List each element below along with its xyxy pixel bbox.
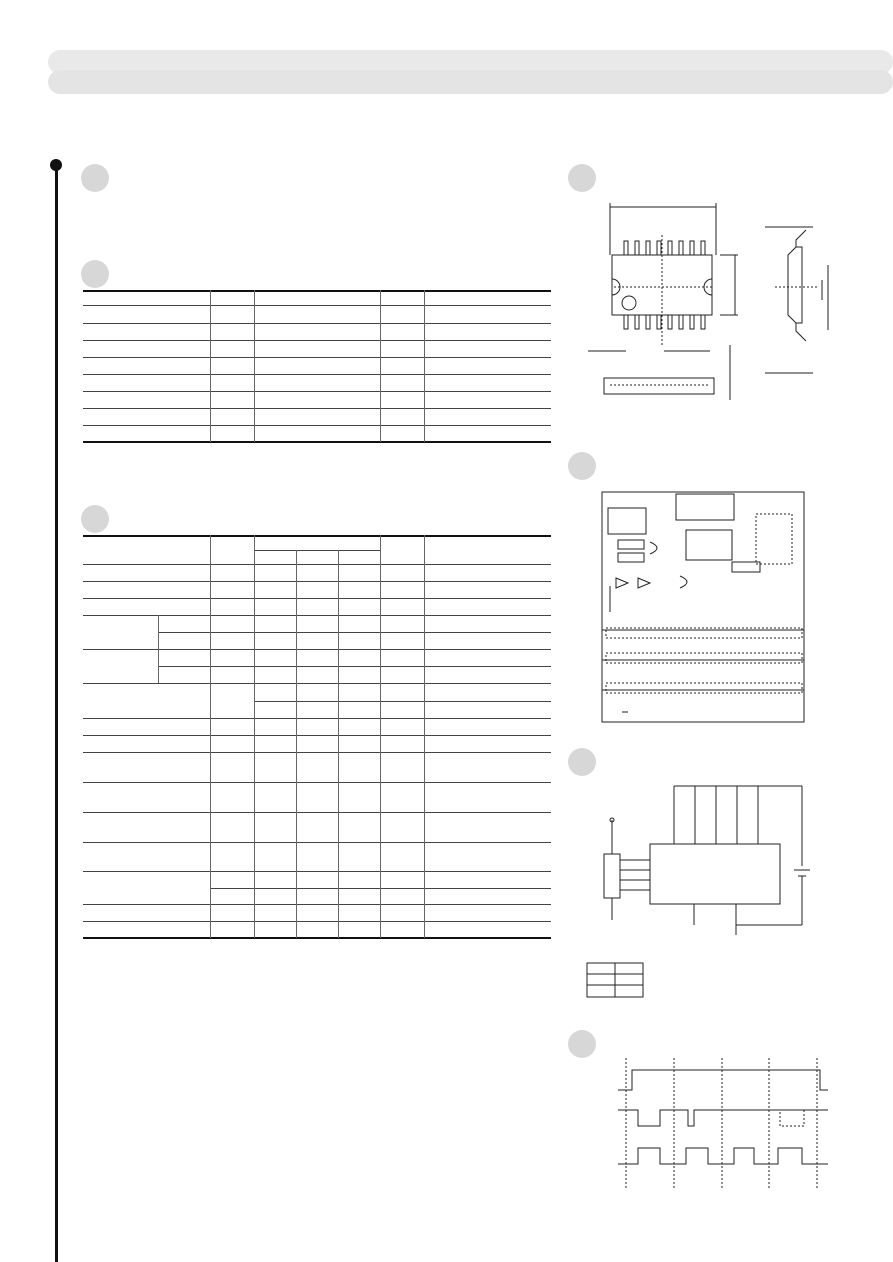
section-badge-5: 5	[568, 452, 596, 480]
package-outline-diagram	[570, 195, 840, 410]
section-badge-4: 4	[568, 164, 596, 192]
margin-rule-dot	[50, 159, 62, 171]
electrical-characteristics-table	[83, 535, 551, 940]
section-badge-2: 2	[81, 260, 109, 288]
section-badge-3: 3	[81, 505, 109, 533]
block-diagram	[598, 490, 808, 725]
absolute-ratings-table	[83, 290, 551, 445]
margin-rule	[55, 166, 58, 1262]
application-circuit-diagram	[600, 780, 820, 945]
section-badge-7: 7	[568, 1030, 596, 1058]
timing-chart	[614, 1058, 834, 1190]
header-banner-bottom	[48, 70, 893, 94]
section-badge-1: 1	[81, 164, 109, 192]
mode-select-table	[586, 962, 646, 1000]
section-badge-6: 6	[568, 748, 596, 776]
